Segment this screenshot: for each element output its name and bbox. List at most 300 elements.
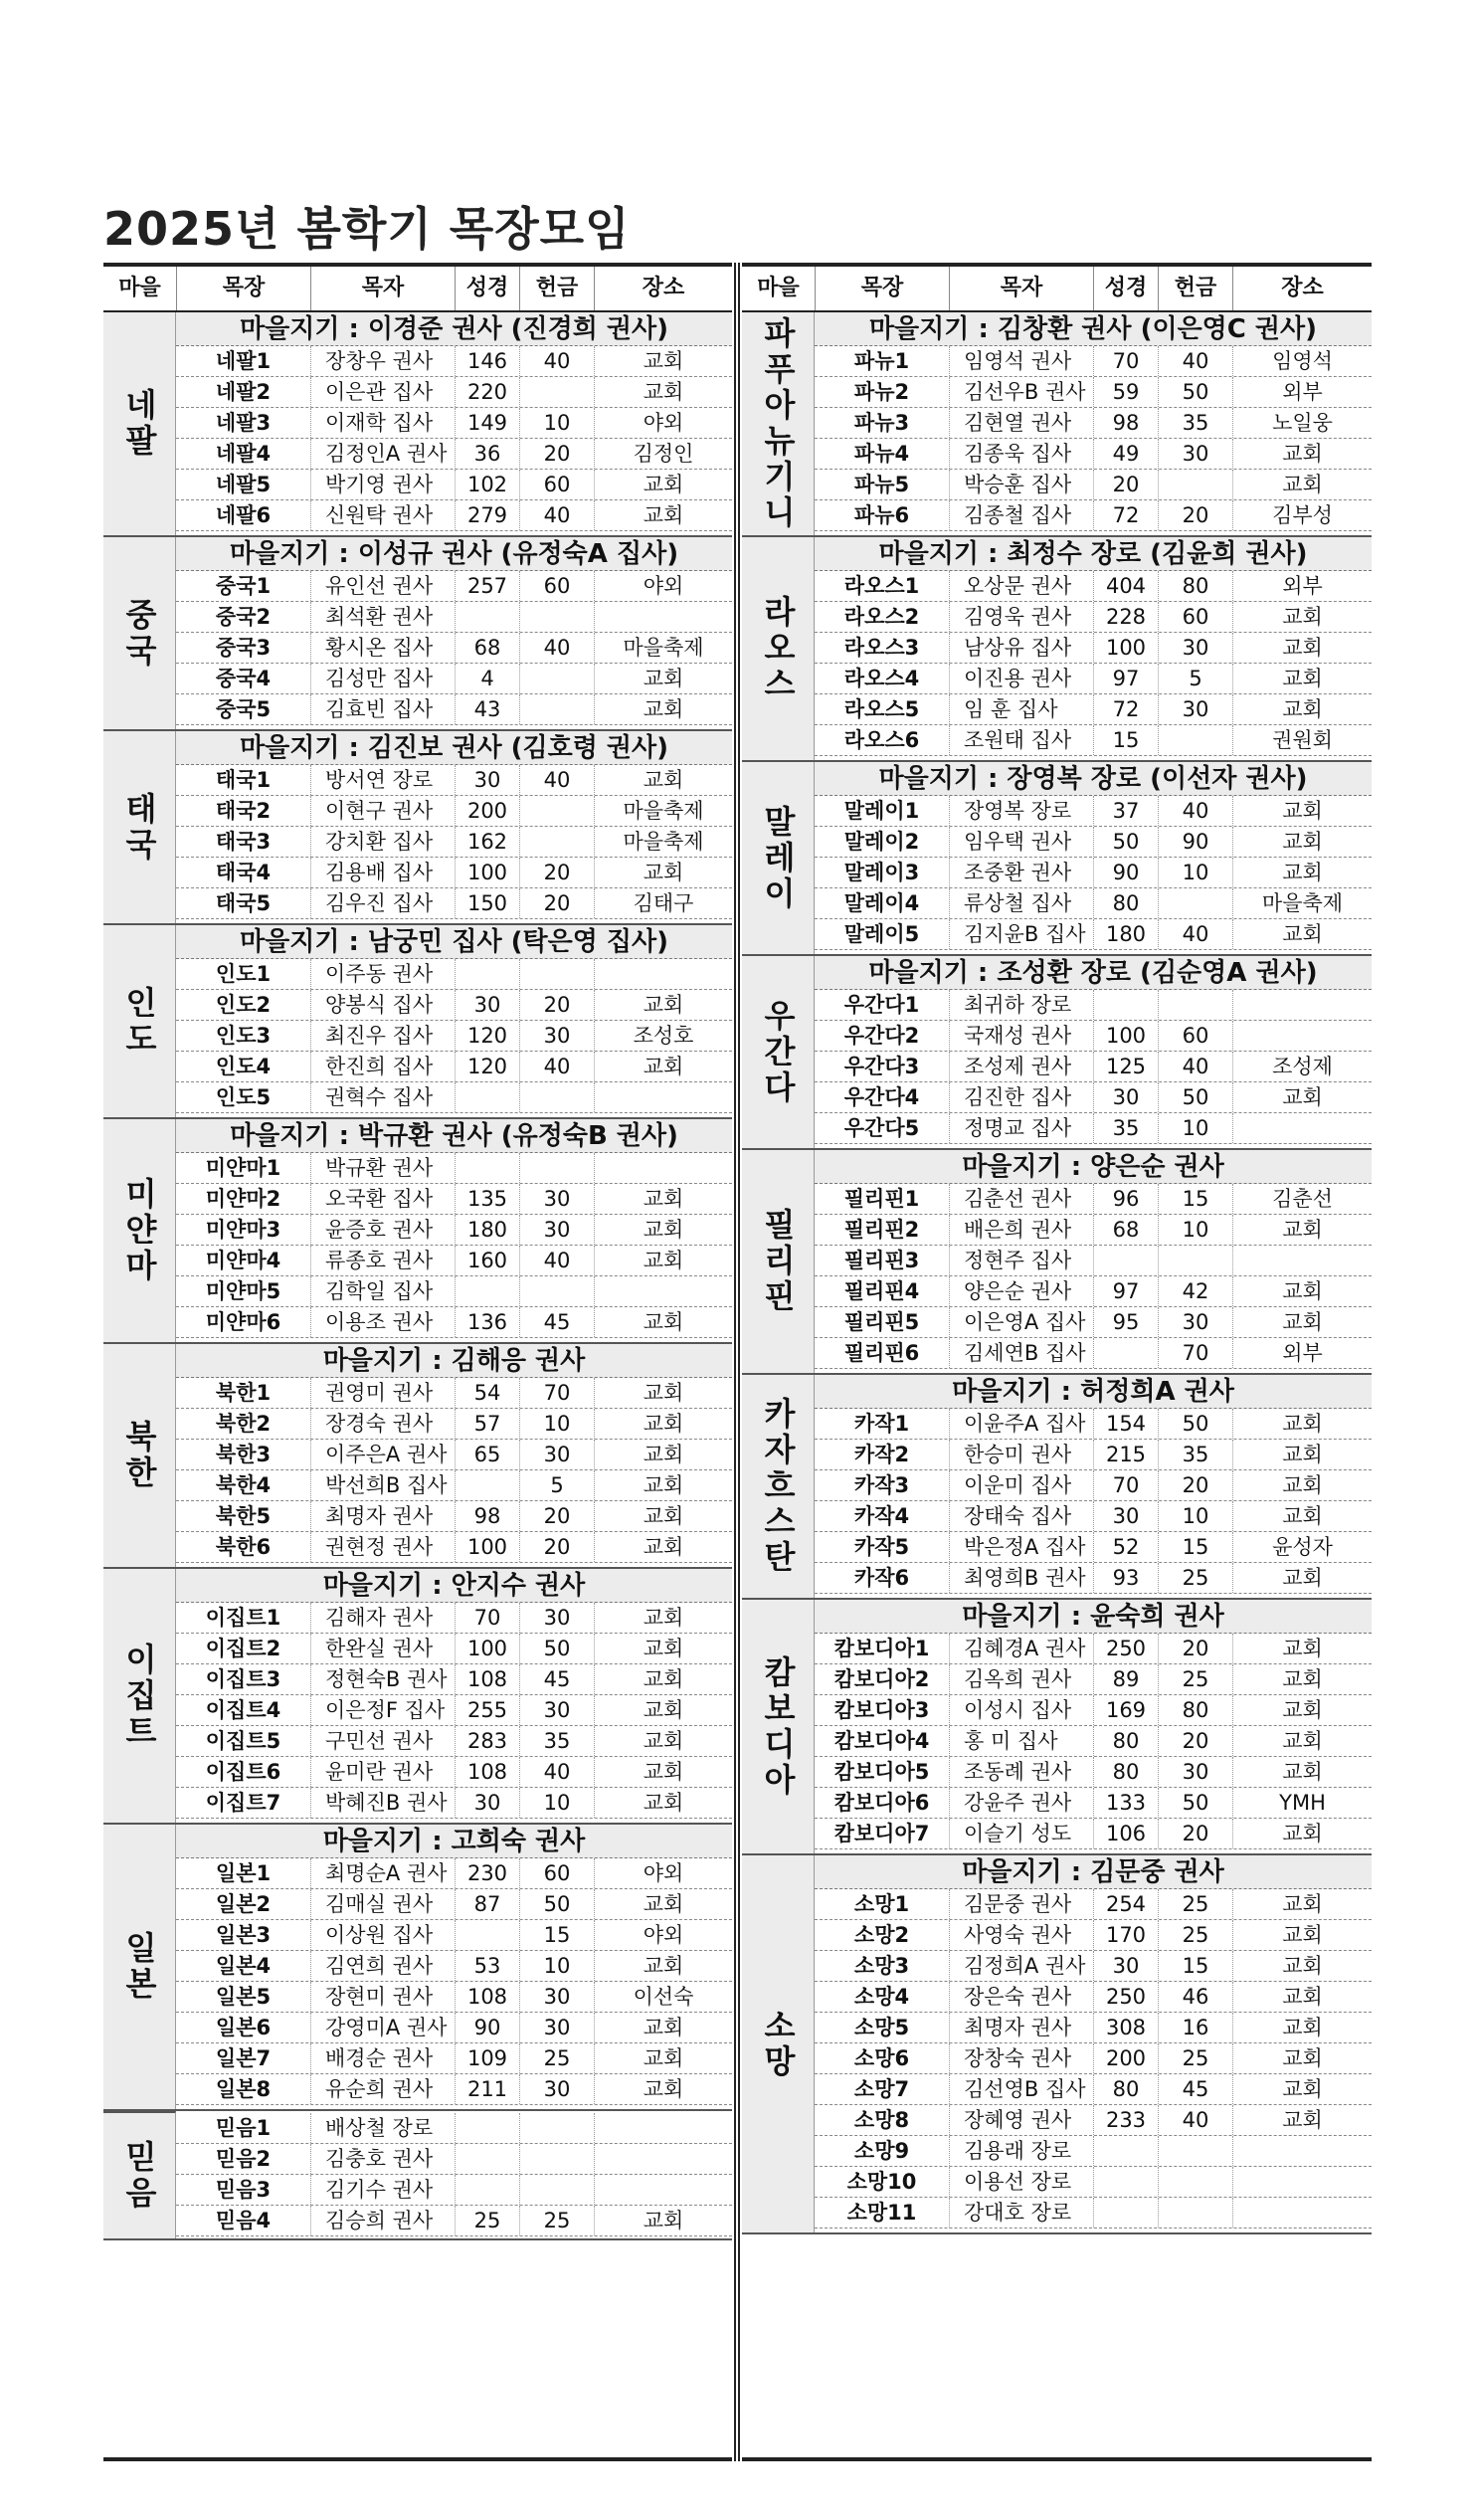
shepherd-name: 김문중 권사 [949, 1889, 1093, 1919]
group-name: 미얀마2 [205, 1187, 281, 1211]
table-row [176, 1409, 732, 1440]
village-block [742, 1150, 1372, 1375]
offering-amount [519, 2175, 594, 2205]
shepherd-name: 이은정F 집사 [310, 1695, 455, 1725]
shepherd-name: 김매실 권사 [310, 1889, 455, 1919]
shepherd-name: 최명자 권사 [310, 1501, 455, 1531]
group-name: 소망7 [853, 2077, 910, 2101]
shepherd-name: 김정희A 권사 [949, 1951, 1093, 1981]
shepherd-name: 남상유 집사 [949, 633, 1093, 663]
table-row [176, 1920, 732, 1951]
village-block [742, 762, 1372, 956]
bible-count: 108 [455, 1982, 519, 2012]
table-row [176, 1757, 732, 1788]
meeting-place: 조성호 [594, 1021, 732, 1051]
offering-amount: 35 [519, 1726, 594, 1756]
group-name: 필리핀1 [843, 1187, 920, 1211]
table-row [815, 827, 1372, 858]
bible-count [455, 2113, 519, 2143]
shepherd-name: 권영미 권사 [310, 1378, 455, 1408]
bible-count [455, 1153, 519, 1183]
meeting-place: 교회 [594, 1246, 732, 1275]
shepherd-name: 한승미 권사 [949, 1440, 1093, 1469]
group-name: 북한3 [215, 1443, 272, 1466]
meeting-place: 교회 [1232, 1215, 1372, 1245]
bible-count: 100 [455, 1532, 519, 1562]
bible-count [455, 1082, 519, 1112]
bible-count: 149 [455, 408, 519, 438]
meeting-place: 교회 [594, 1409, 732, 1439]
shepherd-name: 한진희 집사 [310, 1052, 455, 1081]
village-name: 카자흐스탄 [759, 1397, 797, 1576]
village-label [103, 1825, 176, 2109]
village-name: 파푸아뉴기니 [759, 316, 797, 531]
shepherd-name: 장혜영 권사 [949, 2105, 1093, 2135]
bible-count: 30 [455, 990, 519, 1020]
table-row [815, 1052, 1372, 1082]
table-row [815, 602, 1372, 633]
bible-count: 35 [1093, 1113, 1158, 1143]
meeting-place: 김부성 [1232, 500, 1372, 530]
shepherd-name: 김지윤B 집사 [949, 919, 1093, 949]
meeting-place: 교회 [1232, 1082, 1372, 1112]
bible-count: 30 [1093, 1951, 1158, 1981]
group-name: 카작3 [853, 1473, 910, 1497]
bible-count: 154 [1093, 1409, 1158, 1439]
offering-amount: 25 [1158, 1920, 1232, 1950]
table-row [176, 2206, 732, 2236]
meeting-place: 교회 [1232, 470, 1372, 499]
shepherd-name: 권혁수 집사 [310, 1082, 455, 1112]
table-row [815, 1184, 1372, 1215]
offering-amount [519, 664, 594, 693]
table-row [815, 2074, 1372, 2105]
table-row [815, 2136, 1372, 2167]
offering-amount [519, 827, 594, 857]
village-block [742, 537, 1372, 762]
table-row [815, 1440, 1372, 1470]
group-name: 말레이5 [843, 922, 920, 946]
shepherd-name: 박기영 권사 [310, 470, 455, 499]
table-row [815, 2198, 1372, 2229]
table-row [176, 1440, 732, 1470]
bible-count: 30 [455, 1788, 519, 1818]
bible-count: 25 [455, 2206, 519, 2235]
group-name: 필리핀5 [843, 1310, 920, 1334]
village-name: 필리핀 [759, 1208, 797, 1315]
table-row [176, 500, 732, 531]
group-name: 네팔4 [215, 442, 272, 466]
group-name: 미얀마6 [205, 1310, 281, 1334]
offering-amount: 30 [519, 1603, 594, 1633]
table-row [815, 1695, 1372, 1726]
offering-amount [519, 377, 594, 407]
offering-amount: 20 [519, 1501, 594, 1531]
table-row [176, 2175, 732, 2206]
table-row [176, 1726, 732, 1757]
bible-count: 70 [455, 1603, 519, 1633]
bible-count: 109 [455, 2043, 519, 2073]
bible-count: 100 [1093, 1021, 1158, 1051]
shepherd-name: 김정인A 권사 [310, 439, 455, 469]
offering-amount: 40 [519, 633, 594, 663]
village-leader: 마을지기 : 김창환 권사 (이은영C 권사) [815, 312, 1372, 346]
village-leader: 마을지기 : 이경준 권사 (진경희 권사) [176, 312, 732, 346]
offering-amount: 25 [519, 2206, 594, 2235]
group-name: 일본2 [215, 1892, 272, 1916]
group-name: 파뉴5 [853, 473, 910, 496]
group-name: 카작2 [853, 1443, 910, 1466]
village-label [103, 731, 176, 923]
group-name: 캄보디아6 [833, 1791, 930, 1815]
bible-count [455, 2175, 519, 2205]
offering-amount: 50 [1158, 377, 1232, 407]
village-label [742, 537, 815, 760]
village-name: 일본 [120, 1931, 158, 2003]
meeting-place: 교회 [1232, 1409, 1372, 1439]
table-row [176, 1664, 732, 1695]
shepherd-name: 양은순 권사 [949, 1276, 1093, 1306]
offering-amount: 40 [519, 765, 594, 795]
table-row [815, 2013, 1372, 2043]
village-block [103, 1569, 732, 1825]
offering-amount: 10 [1158, 858, 1232, 887]
meeting-place: 교회 [1232, 1951, 1372, 1981]
group-name: 일본6 [215, 2016, 272, 2039]
group-name: 라오스4 [843, 667, 920, 690]
village-block [742, 956, 1372, 1150]
group-name: 네팔6 [215, 503, 272, 527]
group-name: 이집트4 [205, 1698, 281, 1722]
shepherd-name: 이성시 집사 [949, 1695, 1093, 1725]
bible-count: 80 [1093, 1757, 1158, 1787]
offering-amount: 35 [1158, 1440, 1232, 1469]
bible-count: 30 [1093, 1501, 1158, 1531]
shepherd-name: 김우진 집사 [310, 888, 455, 918]
shepherd-name: 이상원 집사 [310, 1920, 455, 1950]
bible-count: 228 [1093, 602, 1158, 632]
offering-amount: 30 [1158, 633, 1232, 663]
bible-count: 52 [1093, 1532, 1158, 1562]
shepherd-name: 장현미 권사 [310, 1982, 455, 2012]
group-name: 북한2 [215, 1412, 272, 1436]
meeting-place: 교회 [1232, 1889, 1372, 1919]
bible-count: 220 [455, 377, 519, 407]
meeting-place: 교회 [594, 858, 732, 887]
shepherd-name: 류상철 집사 [949, 888, 1093, 918]
village-block [103, 731, 732, 925]
column-divider [734, 263, 740, 2461]
bible-count: 100 [455, 858, 519, 887]
village-label [103, 1344, 176, 1567]
bible-count: 97 [1093, 1276, 1158, 1306]
shepherd-name: 한완실 권사 [310, 1634, 455, 1663]
village-leader: 마을지기 : 박규환 권사 (유정숙B 권사) [176, 1119, 732, 1153]
group-name: 라오스6 [843, 728, 920, 752]
bible-count: 54 [455, 1378, 519, 1408]
meeting-place [594, 959, 732, 989]
table-row [815, 1920, 1372, 1951]
group-name: 중국2 [215, 605, 272, 629]
meeting-place: 교회 [1232, 2105, 1372, 2135]
meeting-place: 교회 [1232, 694, 1372, 724]
table-row [176, 2113, 732, 2144]
table-row [176, 796, 732, 827]
table-row [815, 1726, 1372, 1757]
village-leader: 마을지기 : 김진보 권사 (김호령 권사) [176, 731, 732, 765]
meeting-place: 교회 [594, 1634, 732, 1663]
table-row [176, 571, 732, 602]
bible-count: 50 [1093, 827, 1158, 857]
table-row [176, 1021, 732, 1052]
shepherd-name: 김선영B 집사 [949, 2074, 1093, 2104]
shepherd-name: 최귀하 장로 [949, 990, 1093, 1020]
meeting-place [1232, 990, 1372, 1020]
offering-amount: 30 [1158, 1757, 1232, 1787]
shepherd-name: 구민선 권사 [310, 1726, 455, 1756]
header-cell: 헌금 [1158, 267, 1232, 310]
group-name: 일본1 [215, 1861, 272, 1885]
shepherd-name: 장경숙 권사 [310, 1409, 455, 1439]
header-row-right [742, 263, 1372, 312]
bible-count [455, 1920, 519, 1950]
offering-amount: 40 [519, 346, 594, 376]
table-row [176, 1501, 732, 1532]
shepherd-name: 조동례 권사 [949, 1757, 1093, 1787]
meeting-place: 교회 [1232, 1982, 1372, 2012]
bible-count: 180 [455, 1215, 519, 1245]
shepherd-name: 윤미란 권사 [310, 1757, 455, 1787]
meeting-place: 교회 [594, 1440, 732, 1469]
bible-count: 136 [455, 1307, 519, 1337]
table-row [815, 725, 1372, 756]
shepherd-name: 이은관 집사 [310, 377, 455, 407]
bible-count: 68 [1093, 1215, 1158, 1245]
bible-count: 57 [455, 1409, 519, 1439]
meeting-place: YMH [1232, 1788, 1372, 1818]
bible-count: 257 [455, 571, 519, 601]
offering-amount: 45 [1158, 2074, 1232, 2104]
meeting-place: 교회 [1232, 919, 1372, 949]
table-row [176, 959, 732, 990]
table-row [176, 1788, 732, 1819]
bible-count: 125 [1093, 1052, 1158, 1081]
header-cell: 헌금 [519, 267, 594, 310]
group-name: 소망10 [846, 2170, 917, 2194]
table-row [815, 1757, 1372, 1788]
meeting-place: 교회 [594, 1184, 732, 1214]
group-name: 태국2 [215, 799, 272, 823]
offering-amount: 20 [1158, 1470, 1232, 1500]
offering-amount: 60 [1158, 602, 1232, 632]
table-row [176, 1889, 732, 1920]
meeting-place: 교회 [594, 1501, 732, 1531]
group-name: 북한5 [215, 1504, 272, 1528]
bible-count: 37 [1093, 796, 1158, 826]
shepherd-name: 유순희 권사 [310, 2074, 455, 2104]
shepherd-name: 이재학 집사 [310, 408, 455, 438]
meeting-place: 교회 [1232, 2013, 1372, 2042]
table-row [176, 858, 732, 888]
shepherd-name: 이현구 권사 [310, 796, 455, 826]
offering-amount: 20 [519, 858, 594, 887]
header-row-left [103, 263, 732, 312]
meeting-place: 교회 [594, 377, 732, 407]
bible-count: 80 [1093, 888, 1158, 918]
offering-amount: 30 [519, 1982, 594, 2012]
group-name: 소망11 [846, 2201, 917, 2225]
meeting-place: 교회 [1232, 858, 1372, 887]
offering-amount: 70 [1158, 1338, 1232, 1368]
shepherd-name: 임 훈 집사 [949, 694, 1093, 724]
bible-count: 87 [455, 1889, 519, 1919]
bible-count: 65 [455, 1440, 519, 1469]
table-row [815, 470, 1372, 500]
bible-count: 106 [1093, 1819, 1158, 1848]
bible-count: 150 [455, 888, 519, 918]
village-block [103, 1119, 732, 1344]
offering-amount: 10 [519, 1788, 594, 1818]
offering-amount: 20 [519, 439, 594, 469]
meeting-place [594, 2144, 732, 2174]
village-label [742, 1150, 815, 1373]
bible-count: 4 [455, 664, 519, 693]
village-leader: 마을지기 : 장영복 장로 (이선자 권사) [815, 762, 1372, 796]
bible-count: 98 [455, 1501, 519, 1531]
village-block [103, 925, 732, 1119]
bible-count [1093, 990, 1158, 1020]
group-name: 소망2 [853, 1923, 910, 1947]
offering-amount [1158, 2167, 1232, 2197]
bible-count: 80 [1093, 2074, 1158, 2104]
village-name: 라오스 [759, 595, 797, 702]
table-row [815, 1563, 1372, 1594]
village-leader: 마을지기 : 김해응 권사 [176, 1344, 732, 1378]
schedule-table [103, 263, 1372, 2461]
shepherd-name: 양봉식 집사 [310, 990, 455, 1020]
group-name: 소망8 [853, 2108, 910, 2132]
village-name: 소망 [759, 2008, 797, 2080]
group-name: 파뉴6 [853, 503, 910, 527]
table-row [176, 602, 732, 633]
offering-amount: 20 [1158, 500, 1232, 530]
offering-amount: 30 [519, 1215, 594, 1245]
offering-amount: 20 [1158, 1726, 1232, 1756]
shepherd-name: 이주은A 권사 [310, 1440, 455, 1469]
village-block [103, 312, 732, 537]
bible-count [455, 1470, 519, 1500]
meeting-place: 교회 [1232, 602, 1372, 632]
table-row [176, 694, 732, 725]
village-name: 북한 [120, 1420, 158, 1491]
bible-count: 120 [455, 1021, 519, 1051]
shepherd-name: 최명자 권사 [949, 2013, 1093, 2042]
table-row [176, 633, 732, 664]
village-leader: 마을지기 : 윤숙희 권사 [815, 1600, 1372, 1634]
offering-amount: 40 [1158, 1052, 1232, 1081]
offering-amount [1158, 2136, 1232, 2166]
offering-amount: 30 [519, 1440, 594, 1469]
table-row [176, 1532, 732, 1563]
offering-amount: 10 [519, 1409, 594, 1439]
meeting-place: 교회 [594, 765, 732, 795]
shepherd-name: 김학일 집사 [310, 1276, 455, 1306]
group-name: 필리핀4 [843, 1279, 920, 1303]
group-name: 카작4 [853, 1504, 910, 1528]
offering-amount: 50 [519, 1634, 594, 1663]
table-row [815, 888, 1372, 919]
village-block [742, 1375, 1372, 1600]
meeting-place: 마을축제 [594, 633, 732, 663]
shepherd-name: 오상문 권사 [949, 571, 1093, 601]
meeting-place [594, 1153, 732, 1183]
meeting-place: 교회 [1232, 439, 1372, 469]
shepherd-name: 김종욱 집사 [949, 439, 1093, 469]
shepherd-name: 강영미A 권사 [310, 2013, 455, 2042]
bible-count: 308 [1093, 2013, 1158, 2042]
meeting-place: 교회 [1232, 1920, 1372, 1950]
offering-amount: 42 [1158, 1276, 1232, 1306]
group-name: 캄보디아2 [833, 1667, 930, 1691]
table-row [815, 858, 1372, 888]
group-name: 이집트2 [205, 1637, 281, 1660]
offering-amount: 10 [519, 1951, 594, 1981]
meeting-place: 교회 [1232, 633, 1372, 663]
village-label [103, 312, 176, 535]
meeting-place: 교회 [594, 1695, 732, 1725]
shepherd-name: 배경순 권사 [310, 2043, 455, 2073]
bible-count [1093, 2167, 1158, 2197]
bible-count [455, 602, 519, 632]
table-row [176, 664, 732, 694]
header-cell: 목장 [176, 267, 310, 310]
offering-amount: 10 [1158, 1113, 1232, 1143]
shepherd-name: 이용조 권사 [310, 1307, 455, 1337]
meeting-place: 교회 [1232, 796, 1372, 826]
meeting-place [594, 1276, 732, 1306]
offering-amount: 30 [1158, 1307, 1232, 1337]
bible-count: 30 [455, 765, 519, 795]
shepherd-name: 조원태 집사 [949, 725, 1093, 755]
offering-amount [519, 2144, 594, 2174]
village-name: 우간다 [759, 998, 797, 1106]
table-row [176, 827, 732, 858]
group-name: 카작1 [853, 1412, 910, 1436]
shepherd-name: 이용선 장로 [949, 2167, 1093, 2197]
header-cell: 마을 [757, 276, 800, 300]
meeting-place: 교회 [594, 346, 732, 376]
meeting-place: 교회 [594, 1889, 732, 1919]
group-name: 캄보디아5 [833, 1760, 930, 1784]
meeting-place: 김춘선 [1232, 1184, 1372, 1214]
meeting-place: 교회 [594, 1532, 732, 1562]
group-name: 소망4 [853, 1985, 910, 2009]
meeting-place [1232, 2136, 1372, 2166]
village-name: 믿음 [120, 2140, 158, 2212]
offering-amount: 5 [1158, 664, 1232, 693]
offering-amount: 30 [1158, 694, 1232, 724]
meeting-place: 교회 [594, 2043, 732, 2073]
table-row [815, 1951, 1372, 1982]
shepherd-name: 최석환 권사 [310, 602, 455, 632]
meeting-place: 교회 [1232, 1726, 1372, 1756]
shepherd-name: 김현열 권사 [949, 408, 1093, 438]
meeting-place: 교회 [1232, 1470, 1372, 1500]
shepherd-name: 배상철 장로 [310, 2113, 455, 2143]
group-name: 인도1 [215, 962, 272, 986]
table-row [176, 1246, 732, 1276]
table-row [176, 1052, 732, 1082]
